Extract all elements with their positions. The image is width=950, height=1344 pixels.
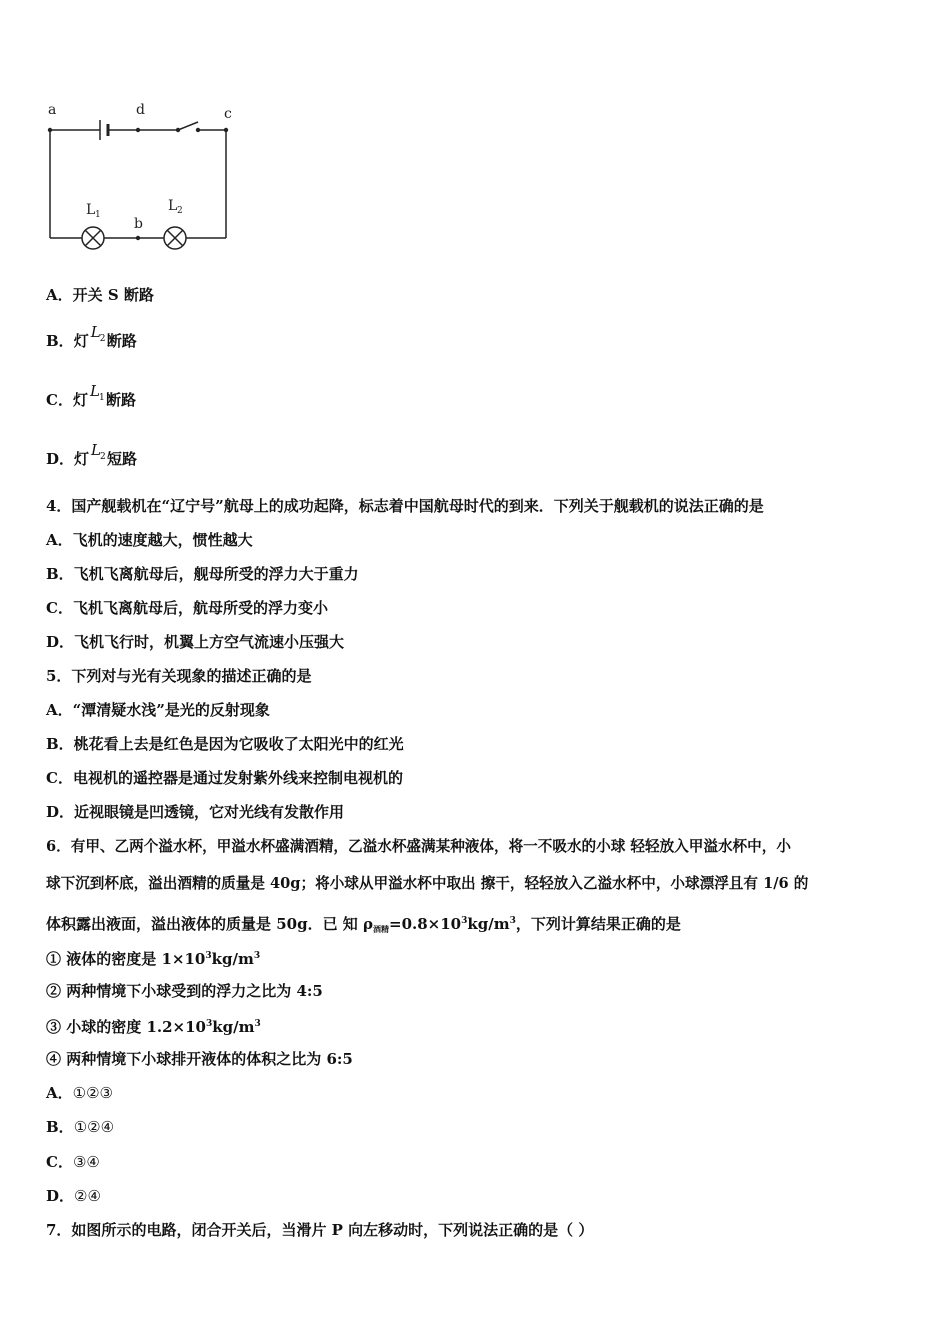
q4-option-c: C．飞机飞离航母后，航母所受的浮力变小 <box>46 599 328 617</box>
lamp-symbol-L1: L 1 <box>89 382 105 403</box>
q3-option-a: A．开关 S 断路 <box>46 286 154 304</box>
q7-stem: 7．如图所示的电路，闭合开关后，当滑片 P 向左移动时，下列说法正确的是（ ） <box>46 1221 594 1239</box>
label-c: c <box>224 106 232 122</box>
q6-stem-line3: 体积露出液面，溢出液体的质量是 50g．已 知 $\rho_{酒精}=0.8\times 10^3kg/m^3$，下列计算结果正确的是 <box>46 915 681 934</box>
q6-option-b: B．①②④ <box>46 1118 115 1136</box>
q4-option-a: A．飞机的速度越大，惯性越大 <box>46 531 253 549</box>
q4-stem: 4．国产舰载机在“辽宁号”航母上的成功起降，标志着中国航母时代的到来．下列关于舰载机的说法正确的是 <box>46 497 764 515</box>
q3-option-d: D．灯 L 2 短路 <box>46 441 138 468</box>
q5-option-c: C．电视机的遥控器是通过发射紫外线来控制电视机的 <box>46 769 403 787</box>
q5-stem: 5．下列对与光有关现象的描述正确的是 <box>46 667 312 685</box>
q3-option-b: B．灯 L 2 断路 <box>46 323 137 350</box>
q5-option-d: D．近视眼镜是凹透镜，它对光线有发散作用 <box>46 803 345 821</box>
q6-statement-3: ③ 小球的密度 $1.2\times 10^3kg/m^3$ <box>46 1018 261 1036</box>
q6-option-c: C．③④ <box>46 1153 100 1171</box>
label-L2-sub: 2 <box>177 206 183 216</box>
q5-option-a: A．“潭清疑水浅”是光的反射现象 <box>46 701 270 719</box>
lamp-symbol-L2: L 2 <box>90 323 106 344</box>
label-a: a <box>48 102 57 118</box>
circuit-diagram <box>38 92 248 262</box>
q6-stem-line2: 球下沉到杯底，溢出酒精的质量是 40g；将小球从甲溢水杯中取出 擦干，轻轻放入乙溢水杯中，小球漂浮且有 1/6 的 <box>46 875 809 892</box>
q4-option-d: D．飞机飞行时，机翼上方空气流速小压强大 <box>46 633 345 651</box>
q6-statement-1: ① 液体的密度是 $1\times 10^3kg/m^3$ <box>46 950 261 968</box>
q5-option-b: B．桃花看上去是红色是因为它吸收了太阳光中的红光 <box>46 735 404 753</box>
q6-statement-4: ④ 两种情境下小球排开液体的体积之比为 6:5 <box>46 1050 353 1068</box>
q6-option-a: A．①②③ <box>46 1084 113 1102</box>
q6-option-d: D．②④ <box>46 1187 101 1205</box>
label-d: d <box>136 102 145 118</box>
q4-option-b: B．飞机飞离航母后，舰母所受的浮力大于重力 <box>46 565 359 583</box>
label-b: b <box>134 216 143 232</box>
q3-option-c: C．灯 L 1 断路 <box>46 382 136 409</box>
label-L2: L <box>168 198 178 214</box>
label-L1-sub: 1 <box>95 210 101 220</box>
lamp-symbol-L2: L 2 <box>91 441 106 462</box>
label-L1: L <box>86 202 96 218</box>
q6-stem-line1: 6．有甲、乙两个溢水杯，甲溢水杯盛满酒精，乙溢水杯盛满某种液体，将一不吸水的小球 轻轻放入甲溢水杯中，小 <box>46 838 791 855</box>
q6-statement-2: ② 两种情境下小球受到的浮力之比为 4:5 <box>46 982 323 1000</box>
